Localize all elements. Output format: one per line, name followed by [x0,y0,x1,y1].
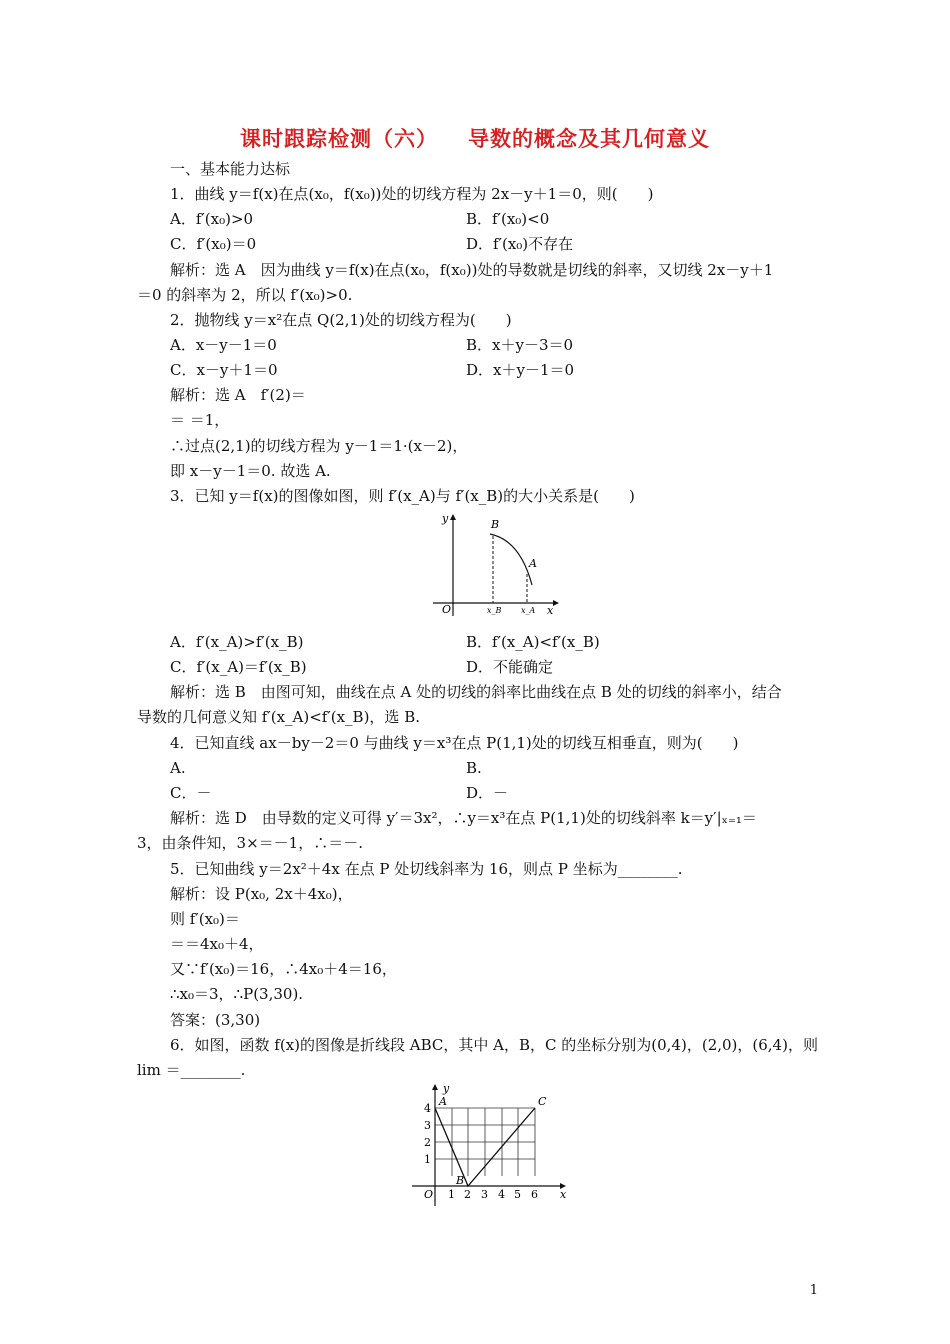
title-part-2: 导数的概念及其几何意义 [468,127,710,151]
q5-solution-line-2: 则 f′(x₀)＝ [170,910,240,928]
q6-x-tick-3: 3 [481,1188,488,1201]
q3-x-arrow [553,600,559,606]
q3-label-o: O [442,603,452,616]
q6-y-tick-1: 1 [424,1153,431,1166]
q3-solution-line-1: 解析：选 B 由图可知，曲线在点 A 处的切线的斜率比曲线在点 B 处的切线的斜率小，结合 [170,683,782,701]
q6-figure [400,1080,580,1210]
q1-option-b: B．f′(x₀)<0 [466,210,550,228]
page-number: 1 [809,1283,818,1298]
q2-option-a: A．x－y－1＝0 [170,336,277,354]
q1-solution-line-2: ＝0 的斜率为 2，所以 f′(x₀)>0. [137,286,353,304]
q4-option-a: A. [170,759,186,777]
q4-option-b: B. [466,759,482,777]
q6-label-x: x [560,1188,567,1201]
q6-label-c: C [538,1095,547,1108]
q2-option-c: C．x－y＋1＝0 [170,361,278,379]
q1-option-c: C．f′(x₀)＝0 [170,235,257,253]
q4-stem: 4．已知直线 ax－by－2＝0 与曲线 y＝x³在点 P(1,1)处的切线互相垂直，则为( ) [170,734,739,752]
q6-label-o: O [424,1188,434,1201]
q3-label-b: B [491,518,500,531]
q6-y-tick-2: 2 [424,1136,431,1149]
q5-solution-line-3: ＝＝4x₀＋4， [170,935,264,953]
q2-stem: 2．抛物线 y＝x²在点 Q(2,1)处的切线方程为( ) [170,311,512,329]
q2-solution-line-1: 解析：选 A f′(2)＝ [170,386,306,404]
q1-stem: 1．曲线 y＝f(x)在点(x₀，f(x₀))处的切线方程为 2x－y＋1＝0，则( ) [170,185,654,203]
q6-label-b: B [456,1174,465,1187]
q6-x-tick-5: 5 [514,1188,521,1201]
q4-solution-line-2: 3，由条件知，3×＝－1，∴＝－. [137,834,363,852]
q3-option-d: D．不能确定 [466,658,554,676]
q6-x-tick-4: 4 [498,1188,505,1201]
q3-figure [425,510,565,620]
q3-stem: 3．已知 y＝f(x)的图像如图，则 f′(x_A)与 f′(x_B)的大小关系是( ) [170,487,635,505]
q4-solution-line-1: 解析：选 D 由导数的定义可得 y′＝3x²，∴y＝x³在点 P(1,1)处的切线斜率 k＝y′|ₓ₌₁＝ [170,809,757,827]
q3-label-a: A [529,557,537,570]
q6-stem-line-1: 6．如图，函数 f(x)的图像是折线段 ABC，其中 A，B，C 的坐标分别为(0,4)，(2,0)，(6,4)，则 [170,1036,818,1054]
q3-option-c: C．f′(x_A)＝f′(x_B) [170,658,307,676]
q2-option-b: B．x＋y－3＝0 [466,336,574,354]
q6-y-tick-4: 4 [424,1102,431,1115]
section-heading: 一、基本能力达标 [170,160,291,178]
q6-x-tick-2: 2 [464,1188,471,1201]
q6-x-tick-6: 6 [531,1188,538,1201]
q6-y-tick-3: 3 [424,1119,431,1132]
page-title [0,123,950,153]
q5-solution-line-1: 解析：设 P(x₀, 2x＋4x₀)， [170,885,353,903]
q5-stem: 5．已知曲线 y＝2x²＋4x 在点 P 处切线斜率为 16，则点 P 坐标为________. [170,860,683,878]
q6-label-y: y [443,1082,450,1095]
q4-option-c: C．－ [170,784,212,802]
q5-solution-line-4: 又∵f′(x₀)＝16，∴4x₀＋4＝16， [170,960,397,978]
q6-x-tick-1: 1 [448,1188,455,1201]
q3-y-arrow [450,514,456,520]
q3-solution-line-2: 导数的几何意义知 f′(x_A)<f′(x_B)，选 B. [137,708,420,726]
q2-option-d: D．x＋y－1＝0 [466,361,575,379]
q5-solution-line-5: ∴x₀＝3，∴P(3,30). [170,985,304,1003]
q2-solution-line-4: 即 x－y－1＝0. 故选 A. [170,462,331,480]
q6-label-a: A [439,1095,447,1108]
q3-label-xb: x_B [487,606,502,615]
q1-option-d: D．f′(x₀)不存在 [466,235,574,253]
q6-y-arrow [432,1084,438,1090]
q3-label-y: y [442,512,449,525]
q4-option-d: D．－ [466,784,509,802]
q3-label-xa: x_A [521,606,536,615]
q3-option-a: A．f′(x_A)>f′(x_B) [170,633,304,651]
title-part-1: 课时跟踪检测（六） [240,127,438,151]
q1-option-a: A．f′(x₀)>0 [170,210,254,228]
q3-option-b: B．f′(x_A)<f′(x_B) [466,633,600,651]
q6-stem-line-2: lim ＝________. [137,1061,246,1079]
q2-solution-line-2: ＝ ＝1， [170,411,230,429]
q3-label-x: x [547,604,554,617]
q5-answer: 答案：(3,30) [170,1011,261,1029]
q3-curve [490,534,532,585]
q1-solution-line-1: 解析：选 A 因为曲线 y＝f(x)在点(x₀，f(x₀))处的导数就是切线的斜率，又切线 2x－y＋1 [170,261,774,279]
q2-solution-line-3: ∴过点(2,1)的切线方程为 y－1＝1·(x－2)， [170,437,468,455]
